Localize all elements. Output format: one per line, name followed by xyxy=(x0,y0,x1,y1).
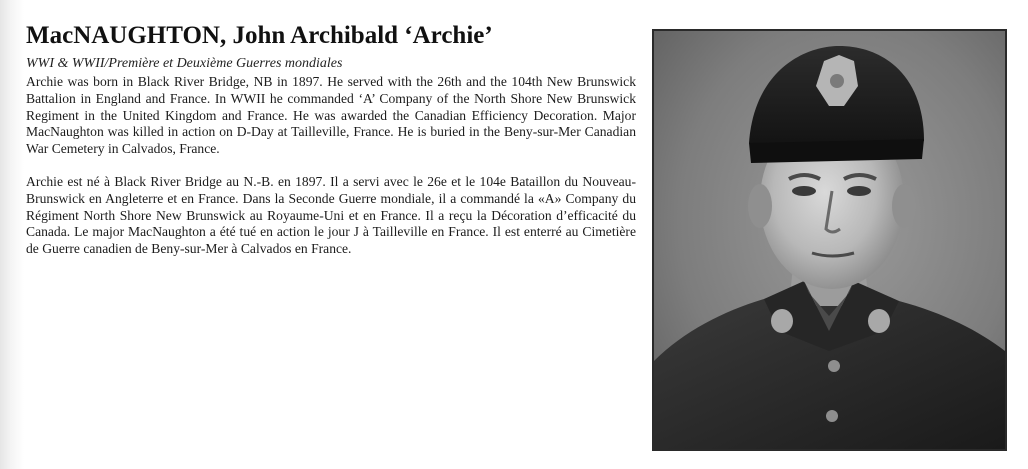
person-name-heading: MacNAUGHTON, John Archibald ‘Archie’ xyxy=(26,22,493,49)
left-edge-shading xyxy=(0,0,24,469)
biography-paragraph-english: Archie was born in Black River Bridge, NB in 1897. He served with the 26th and the 104th New Brunswick Battalion in England and France. In WWII he commanded ‘A’ Company of the North Shore New Brunswick Regiment in the United Kingdom and France. He was awarded the Canadian Efficiency Decoration. Major MacNaughton was killed in action on D-Day at Tailleville, France. He is buried in the Beny-sur-Mer Canadian War Cemetery in Calvados, France. xyxy=(26,74,636,157)
service-subtitle: WWI & WWII/Première et Deuxième Guerres mondiales xyxy=(26,56,343,71)
portrait-photo xyxy=(652,29,1007,451)
biography-paragraph-french: Archie est né à Black River Bridge au N.-B. en 1897. Il a servi avec le 26e et le 104e Bataillon du Nouveau-Brunswick en Angleterre et en France. Dans la Seconde Guerre mondiale, il a commandé la «A» Company du Régiment North Shore New Brunswick au Royaume-Uni et en France. Il a reçu la Décoration d’efficacité du Canada. Le major MacNaughton a été tué en action le jour J à Tailleville en France. Il est enterré au Cimetière de Guerre canadien de Beny-sur-Mer à Calvados en France. xyxy=(26,173,636,257)
biography-text-column xyxy=(26,22,636,274)
